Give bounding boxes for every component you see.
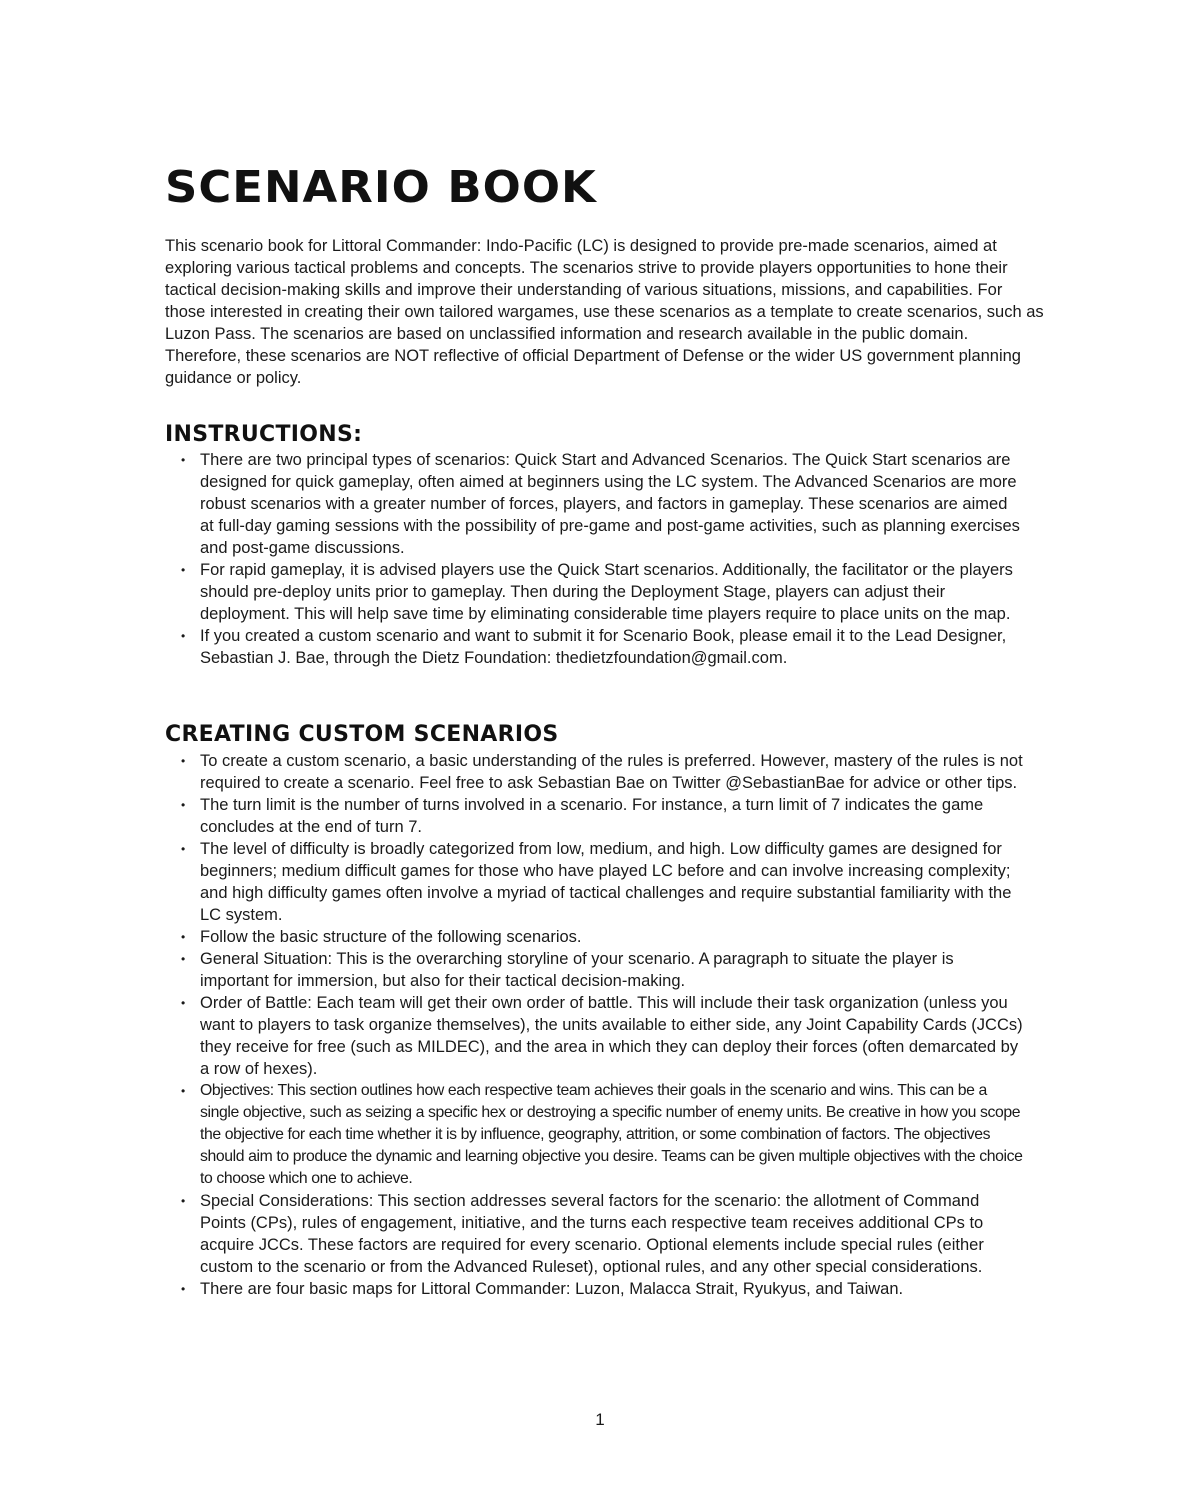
document-title: SCENARIO BOOK xyxy=(165,162,597,213)
list-item: • The turn limit is the number of turns involved in a scenario. For instance, a turn limit of 7 indicates the game concludes at the end of turn 7. xyxy=(165,794,1025,838)
list-item: • To create a custom scenario, a basic understanding of the rules is preferred. However, mastery of the rules is not required to create a scenario. Feel free to ask Sebastian Bae on Twitter @SebastianBae for advice or other tips. xyxy=(165,750,1025,794)
list-item: • General Situation: This is the overarching storyline of your scenario. A paragraph to situate the player is important for immersion, but also for their tactical decision-making. xyxy=(165,948,1025,992)
list-item: • Order of Battle: Each team will get their own order of battle. This will include their task organization (unless you want to players to task organize themselves), the units available to either side, any Joint Capability Cards (JCCs) they receive for free (such as MILDEC), and the area in which they can deploy their forces (often demarcated by a row of hexes). xyxy=(165,992,1025,1080)
intro-paragraph: This scenario book for Littoral Commander: Indo-Pacific (LC) is designed to provide pre-made scenarios, aimed at exploring various tactical problems and concepts. The scenarios strive to provide players opportunities to hone their tactical decision-making skills and improve their understanding of various situations, missions, and capabilities. For those interested in creating their own tailored wargames, use these scenarios as a template to create scenarios, such as Luzon Pass. The scenarios are based on unclassified information and research available in the public domain. Therefore, these scenarios are NOT reflective of official Department of Defense or the wider US government planning guidance or policy. xyxy=(165,237,1044,387)
list-item: • There are four basic maps for Littoral Commander: Luzon, Malacca Strait, Ryukyus, and Taiwan. xyxy=(165,1278,1025,1300)
instructions-list xyxy=(165,449,1025,669)
list-item: • Special Considerations: This section addresses several factors for the scenario: the allotment of Command Points (CPs), rules of engagement, initiative, and the turns each respective team receives additional CPs to acquire JCCs. These factors are required for every scenario. Optional elements include special rules (either custom to the scenario or from the Advanced Ruleset), optional rules, and any other special considerations. xyxy=(165,1190,1025,1278)
list-item: • For rapid gameplay, it is advised players use the Quick Start scenarios. Additionally, the facilitator or the players should pre-deploy units prior to gameplay. Then during the Deployment Stage, players can adjust their deployment. This will help save time by eliminating considerable time players require to place units on the map. xyxy=(165,559,1025,625)
list-item: • The level of difficulty is broadly categorized from low, medium, and high. Low difficulty games are designed for beginners; medium difficult games for those who have played LC before and can involve increasing complexity; and high difficulty games often involve a myriad of tactical challenges and require substantial familiarity with the LC system. xyxy=(165,838,1025,926)
custom-scenarios-list xyxy=(165,750,1025,1300)
instructions-heading: INSTRUCTIONS: xyxy=(165,422,363,447)
list-item: • Objectives: This section outlines how each respective team achieves their goals in the scenario and wins. This can be a single objective, such as seizing a specific hex or destroying a specific number of enemy units. Be creative in how you scope the objective for each time whether it is by influence, geography, attrition, or some combination of factors. The objectives should aim to produce the dynamic and learning objective you desire. Teams can be given multiple objectives with the choice to choose which one to achieve. xyxy=(165,1080,1025,1190)
custom-scenarios-heading: CREATING CUSTOM SCENARIOS xyxy=(165,722,559,747)
list-item: • There are two principal types of scenarios: Quick Start and Advanced Scenarios. The Quick Start scenarios are designed for quick gameplay, often aimed at beginners using the LC system. The Advanced Scenarios are more robust scenarios with a greater number of forces, players, and factors in gameplay. These scenarios are aimed at full-day gaming sessions with the possibility of pre-game and post-game activities, such as planning exercises and post-game discussions. xyxy=(165,449,1025,559)
page-number: 1 xyxy=(595,1410,605,1429)
list-item: • If you created a custom scenario and want to submit it for Scenario Book, please email it to the Lead Designer, Sebastian J. Bae, through the Dietz Foundation: thedietzfoundation@gmail.com. xyxy=(165,625,1025,669)
list-item: • Follow the basic structure of the following scenarios. xyxy=(165,926,1025,948)
